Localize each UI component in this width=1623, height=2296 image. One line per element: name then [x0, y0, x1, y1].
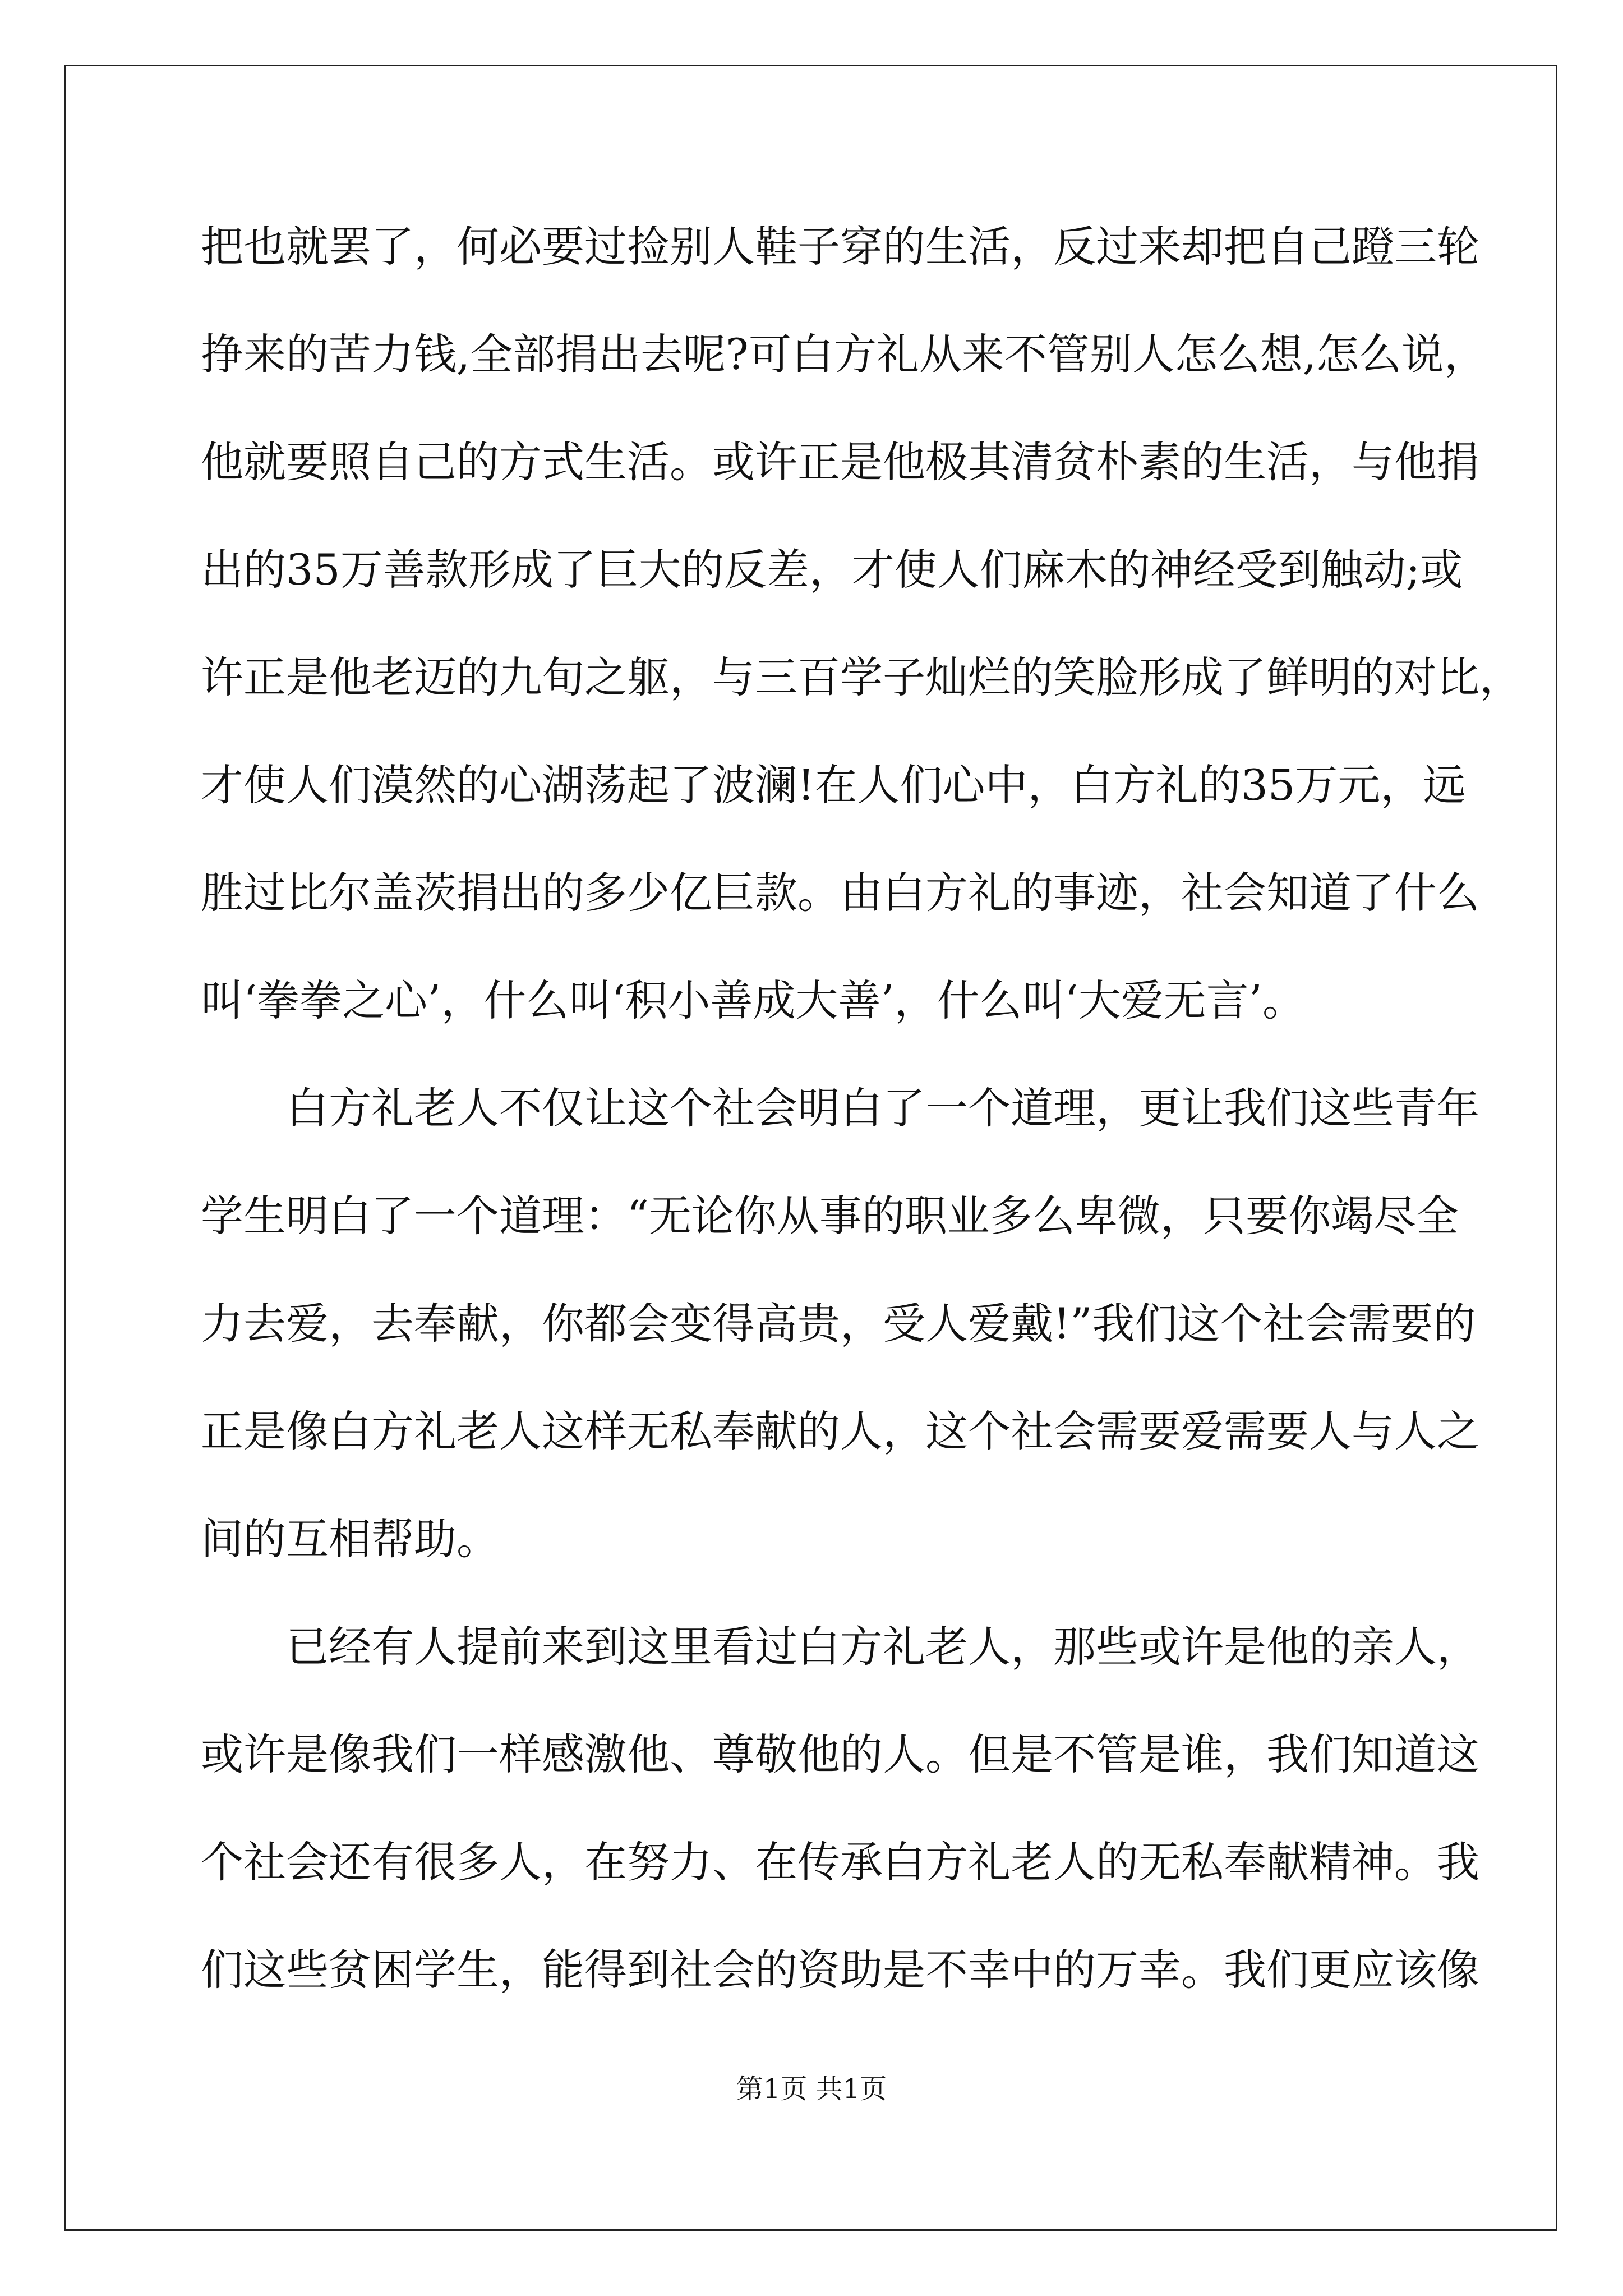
text-line: 或许是像我们一样感激他、尊敬他的人。但是不管是谁，我们知道这	[201, 1729, 1479, 1779]
page-number-footer: 第1页 共1页	[736, 2073, 887, 2105]
paragraph-2	[201, 1083, 1479, 1626]
text-line: 出的35万善款形成了巨大的反差，才使人们麻木的神经受到触动;或	[201, 545, 1463, 595]
paragraph-1	[201, 222, 1522, 1087]
text-line: 叫‘拳拳之心’，什么叫‘积小善成大善’，什么叫‘大爱无言’。	[201, 976, 1305, 1025]
text-line: 挣来的苦力钱,全部捐出去呢?可白方礼从来不管别人怎么想,怎么说，	[201, 329, 1487, 379]
paragraph-3	[201, 1622, 1479, 2056]
text-line: 们这些贫困学生，能得到社会的资助是不幸中的万幸。我们更应该像	[201, 1945, 1479, 1995]
document-body	[201, 222, 1522, 2056]
text-line: 才使人们漠然的心湖荡起了波澜!在人们心中，白方礼的35万元，远	[201, 760, 1466, 810]
text-line: 把也就罢了，何必要过捡别人鞋子穿的生活，反过来却把自己蹬三轮	[201, 222, 1479, 272]
text-line: 白方礼老人不仅让这个社会明白了一个道理，更让我们这些青年	[286, 1083, 1479, 1133]
text-line: 胜过比尔盖茨捐出的多少亿巨款。由白方礼的事迹，社会知道了什么	[201, 868, 1479, 918]
text-line: 个社会还有很多人，在努力、在传承白方礼老人的无私奉献精神。我	[201, 1837, 1479, 1887]
text-line: 正是像白方礼老人这样无私奉献的人，这个社会需要爱需要人与人之	[201, 1406, 1479, 1456]
text-line: 已经有人提前来到这里看过白方礼老人，那些或许是他的亲人，	[286, 1622, 1479, 1672]
text-line: 他就要照自己的方式生活。或许正是他极其清贫朴素的生活，与他捐	[201, 437, 1479, 487]
text-line: 许正是他老迈的九旬之躯，与三百学子灿烂的笑脸形成了鲜明的对比，	[201, 652, 1522, 702]
text-line: 力去爱，去奉献，你都会变得高贵，受人爱戴!”我们这个社会需要的	[201, 1299, 1476, 1349]
text-line: 学生明白了一个道理：“无论你从事的职业多么卑微，只要你竭尽全	[201, 1191, 1459, 1241]
text-line: 间的互相帮助。	[201, 1514, 499, 1564]
